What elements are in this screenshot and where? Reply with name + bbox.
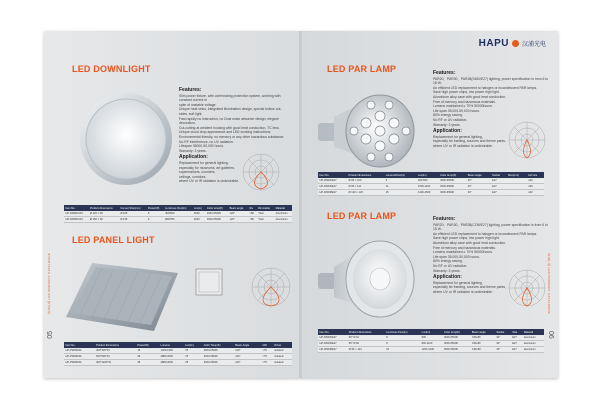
- table-cell: Triac: [257, 211, 274, 216]
- table-cell: 500: [420, 335, 442, 340]
- table-cell: E27: [491, 183, 507, 189]
- table-cell: CRI≥80: [470, 346, 494, 352]
- table-cell: ≥90: [527, 189, 544, 195]
- page-gutter: [299, 31, 302, 378]
- feature-item: Free of mercury and hazardous materials.: [433, 99, 496, 104]
- table-cell: aluminium: [522, 340, 544, 346]
- par1-polar-chart: [506, 119, 548, 161]
- panel-light-image: [62, 259, 182, 335]
- table-header: Dimmable: [257, 205, 274, 211]
- panel-spec-table: [64, 342, 292, 366]
- table-header: LM size: [527, 172, 544, 178]
- table-cell: Ø 120 × 36: [88, 211, 118, 216]
- table-cell: Aluminium: [274, 211, 292, 216]
- feature-item: Fast rapidly no instruction, no Dust noise absorber design, elegant decoration.: [179, 116, 279, 126]
- table-cell: 78: [184, 359, 203, 365]
- feature-item: Lumens maintained ≥ 70% 50000hours.: [433, 104, 493, 109]
- table-cell: Ø 150 × 36: [88, 216, 118, 222]
- table-cell: 3000-6500K: [202, 359, 233, 365]
- table-cell: E27: [511, 335, 523, 340]
- feature-item: No RF or UV radiation.: [433, 117, 468, 122]
- table-cell: 120°: [234, 359, 261, 365]
- table-header: Product dimensions: [347, 329, 384, 335]
- table-cell: 3000-6500K: [205, 216, 228, 222]
- application-item: especially for framing, sources and theme parks,: [433, 139, 506, 144]
- table-cell: aluminium: [522, 335, 544, 340]
- feature-item: 80% energy saving.: [433, 259, 463, 264]
- table-header: Product dimensions: [88, 205, 118, 211]
- table-cell: 16: [136, 348, 159, 353]
- table-cell: ≥90: [527, 183, 544, 189]
- par2-features-heading: Features:: [433, 216, 456, 222]
- logo-dot-icon: [512, 40, 519, 47]
- table-cell: HP-PW0903A: [64, 359, 95, 365]
- par-lamp-image-1: [314, 83, 418, 179]
- table-cell: >80: [248, 216, 257, 222]
- table-cell: HP-PAR20E27: [318, 178, 347, 183]
- table-cell: Ø 105: [119, 211, 147, 216]
- table-cell: ≥90: [527, 178, 544, 183]
- table-cell: HP-PAR38E27: [318, 346, 347, 352]
- table-cell: 30°: [466, 183, 490, 189]
- table-cell: 36: [136, 353, 159, 359]
- application-item: ceilings, corridors,: [179, 174, 207, 179]
- table-cell: 3000-6500K: [442, 346, 470, 352]
- table-cell: Ø 120 × 123: [347, 189, 384, 195]
- table-cell: 120°: [234, 348, 261, 353]
- par1-application-heading: Application:: [433, 128, 462, 135]
- table-cell: 30°: [466, 178, 490, 183]
- feature-item: Unique heat sinks, integrated illumination design, special hollow out-sides, soft light.: [179, 107, 282, 116]
- feature-item: Unique cloud drop appearance and LED working instructions.: [179, 130, 272, 135]
- panel-polar-chart: [249, 265, 293, 309]
- table-header: Luminous Flux(lm): [164, 205, 193, 211]
- table-cell: Ø 95 × 111: [347, 183, 384, 189]
- table-cell: 300*300*10: [95, 348, 136, 353]
- feature-item: Aluminium alloy case with good heat conduction.: [433, 240, 507, 245]
- downlight-image: [78, 89, 174, 187]
- table-cell: 3000-6500K: [439, 189, 467, 195]
- feature-item: PAR20、PAR30、PAR38(SMD/E27) lighting, power specification is from 6 to 18 W.: [433, 76, 549, 86]
- feature-item: Cut-cutting at ambient housing with good heat conduction, TC less.: [179, 125, 280, 130]
- table-cell: 78: [184, 353, 203, 359]
- feature-item: 80% energy saving.: [433, 113, 463, 118]
- table-cell: 3000-6500K: [202, 353, 233, 359]
- table-cell: 30°: [495, 340, 511, 346]
- table-header: Power(W): [136, 342, 159, 348]
- downlight-title: LED DOWNLIGHT: [72, 64, 151, 74]
- feature-item: Environmental friendly, no mercury or any other hazardous substance.: [179, 134, 285, 139]
- table-cell: 400/500: [164, 211, 193, 216]
- table-cell: Aluminium: [274, 216, 292, 222]
- feature-item: No RF or UV radiation.: [433, 263, 468, 268]
- table-cell: Ø 95 × 123: [347, 346, 384, 352]
- brand-logo: [479, 38, 546, 49]
- table-header: Luminous Flux(lm): [385, 329, 420, 335]
- table-cell: 15: [385, 346, 420, 352]
- table-cell: 78: [184, 348, 203, 353]
- table-cell: >75: [261, 359, 273, 365]
- par1-title: LED PAR LAMP: [327, 64, 397, 74]
- table-cell: HP-PAR38E27: [318, 189, 347, 195]
- table-header: Size(mm): [506, 172, 526, 178]
- table-cell: 3000: [192, 216, 205, 222]
- table-cell: >80: [248, 211, 257, 216]
- panel-dimension-drawing: [194, 267, 224, 297]
- table-cell: CRI≥80: [470, 335, 494, 340]
- table-cell: 3000-6500K: [442, 335, 470, 340]
- table-cell: HP-PAR30E27: [318, 183, 347, 189]
- table-header: Item No.: [64, 205, 88, 211]
- table-header: Cut-out Size(mm): [119, 205, 147, 211]
- table-cell: 3000: [192, 211, 205, 216]
- table-cell: 800-1100: [420, 340, 442, 346]
- table-cell: [506, 189, 526, 195]
- table-cell: HP-PAR30E27: [318, 340, 347, 346]
- left-side-caption: 企业产品 LED PRODUCT CATALOGUE: [47, 253, 51, 314]
- table-cell: 2880-3000: [159, 353, 184, 359]
- table-header: Material: [522, 329, 544, 335]
- table-header: Color temp(K): [439, 172, 467, 178]
- table-cell: 50° Ø 91: [347, 335, 384, 340]
- right-page-number: 06: [547, 331, 554, 339]
- table-cell: 11: [384, 183, 416, 189]
- feature-item: No RF interference, no UV radiation.: [179, 139, 234, 144]
- table-cell: 3000-6500K: [442, 340, 470, 346]
- application-item: especially for framing, sources and theme parks,: [433, 285, 506, 290]
- feature-item: Warranty: 3 years.: [433, 268, 461, 273]
- table-cell: isolated: [273, 359, 292, 365]
- table-cell: 30°: [466, 189, 490, 195]
- table-header: Beam angle: [228, 205, 248, 211]
- table-header: Product dimensions: [95, 342, 136, 348]
- feature-item: Warranty: 3 years.: [433, 122, 461, 127]
- table-header: Lux(lm): [416, 172, 438, 178]
- table-cell: HP-DN09D-RC: [64, 216, 88, 222]
- table-header: Item No.: [64, 342, 95, 348]
- left-page-number: 05: [47, 331, 54, 339]
- table-header: Lux(m): [192, 205, 205, 211]
- logo-wordmark: HAPU: [478, 38, 509, 49]
- table-cell: HP-PW0903A: [64, 348, 95, 353]
- table-header: Beam angle: [470, 329, 494, 335]
- feature-item: spite of unstable voltage.: [179, 102, 217, 107]
- table-cell: E27: [491, 178, 507, 183]
- par2-title: LED PAR LAMP: [327, 211, 397, 221]
- feature-item: Life span 35,000-50,000 hours.: [433, 108, 480, 113]
- par2-spec-table: [318, 329, 544, 353]
- table-cell: 55° Ø 96: [347, 340, 384, 346]
- application-item: where UV or IR radiation is undesirable.: [179, 179, 239, 184]
- table-cell: 8: [385, 340, 420, 346]
- catalog-spread: [44, 31, 558, 378]
- table-row: [318, 189, 544, 195]
- table-cell: 3000-6500K: [205, 211, 228, 216]
- table-header: Color temp(K): [205, 205, 228, 211]
- par-lamp-image-2: [314, 229, 418, 327]
- table-cell: 120°: [228, 216, 248, 222]
- table-cell: >75: [261, 348, 273, 353]
- feature-item: Aluminium alloy case with good heat conduction.: [433, 94, 507, 99]
- table-cell: 1200-1300: [420, 346, 442, 352]
- table-cell: Ø 135: [119, 216, 147, 222]
- table-header: Material: [274, 205, 292, 211]
- table-header: Product dimensions: [347, 172, 384, 178]
- feature-item: Free of mercury and hazardous materials.: [433, 245, 496, 250]
- table-row: [318, 346, 544, 352]
- table-cell: 1400-1500: [416, 189, 438, 195]
- par1-features-heading: Features:: [433, 70, 456, 76]
- table-header: Driver: [273, 342, 292, 348]
- table-cell: isolated: [273, 353, 292, 359]
- table-cell: E27: [511, 346, 523, 352]
- table-cell: 5: [384, 178, 416, 183]
- application-item: where UV or IR radiation is undesirable.: [433, 289, 493, 294]
- feature-item: Save high power chips, low power high light.: [433, 90, 500, 95]
- table-cell: 36: [136, 359, 159, 365]
- panel-title: LED PANEL LIGHT: [72, 235, 155, 245]
- feature-item: Lumens maintained ≥ 70% 50000hours.: [433, 250, 493, 255]
- table-header: Beam angle: [466, 172, 490, 178]
- feature-item: Warranty: 3 years.: [179, 148, 207, 153]
- par1-spec-table: [318, 172, 544, 196]
- table-row: [64, 359, 292, 365]
- table-header: Socket: [495, 329, 511, 335]
- table-cell: 30°: [495, 335, 511, 340]
- table-header: Power(W): [146, 205, 163, 211]
- table-header: Lux(lm): [184, 342, 203, 348]
- downlight-application-heading: Application:: [179, 154, 208, 161]
- table-cell: 300*1200*10: [95, 359, 136, 365]
- table-cell: 6: [146, 211, 163, 216]
- table-cell: 120°: [234, 353, 261, 359]
- table-header: Item No.: [318, 329, 347, 335]
- feature-item: Lifespan 35000-50,000 hours.: [179, 144, 225, 149]
- application-item: Replacement for general lighting,: [433, 280, 483, 285]
- table-cell: HP-PW0903A: [64, 353, 95, 359]
- table-cell: 3000-6500K: [439, 178, 467, 183]
- table-header: Lumens: [159, 342, 184, 348]
- table-cell: 680/780: [164, 216, 193, 222]
- table-cell: 3000-6500K: [202, 348, 233, 353]
- table-cell: 8: [385, 335, 420, 340]
- application-item: where UV or IR radiation is undesirable.: [433, 143, 493, 148]
- feature-item: An efficient LED replacement to halogen or incandescent PAR lamps.: [433, 85, 538, 90]
- downlight-features-heading: Features:: [179, 87, 202, 93]
- right-side-caption: 企业产品 LED PRODUCT CATALOGUE: [547, 253, 551, 314]
- table-cell: E27: [491, 189, 507, 195]
- par2-polar-chart: [506, 267, 548, 309]
- table-row: [64, 216, 292, 222]
- feature-item: An efficient LED replacement to halogen or incandescent PAR lamps.: [433, 231, 538, 236]
- table-cell: 15: [384, 189, 416, 195]
- table-cell: HP-PAR20E27: [318, 335, 347, 340]
- table-cell: 1000-1100: [416, 183, 438, 189]
- table-header: Item No.: [318, 172, 347, 178]
- feature-item: Slim power fixture, with overheating protection system, working with constant current in: [179, 93, 281, 103]
- table-header: CRI: [261, 342, 273, 348]
- par2-application-heading: Application:: [433, 274, 462, 281]
- downlight-spec-table: [64, 205, 292, 223]
- table-cell: CRI≥80: [470, 340, 494, 346]
- table-cell: 400-500: [416, 178, 438, 183]
- table-cell: 120°: [228, 211, 248, 216]
- table-cell: isolated: [273, 348, 292, 353]
- table-cell: >75: [261, 353, 273, 359]
- logo-chinese: 汉浦光电: [521, 42, 546, 48]
- table-cell: E27: [511, 340, 523, 346]
- table-cell: HP-DN06D-RC: [64, 211, 88, 216]
- table-header: Color Temp(K): [202, 342, 233, 348]
- table-header: Beam Angle: [234, 342, 261, 348]
- table-header: Color temp(K): [442, 329, 470, 335]
- table-header: Size: [511, 329, 523, 335]
- table-cell: 30°: [495, 346, 511, 352]
- downlight-polar-chart: [240, 151, 282, 191]
- application-item: supermarkets, counters,: [179, 170, 216, 175]
- table-cell: 600*600*10: [95, 353, 136, 359]
- feature-item: Save high power chips, low power high light.: [433, 236, 500, 241]
- table-header: Ra: [248, 205, 257, 211]
- table-cell: 3000-6500K: [439, 183, 467, 189]
- application-item: Replacement for general lighting,: [179, 160, 229, 165]
- table-cell: Triac: [257, 216, 274, 222]
- application-item: Replacement for general lighting,: [433, 134, 483, 139]
- table-cell: Ø 95 × 100: [347, 178, 384, 183]
- feature-item: PAR20、PAR30、PAR38(COB/E27) lighting, power specification is from 6 to 18 W.: [433, 222, 548, 232]
- table-header: Socket: [491, 172, 507, 178]
- table-cell: 2880-3000: [159, 359, 184, 365]
- table-cell: aluminium: [522, 346, 544, 352]
- table-header: Lumens/Flux(lm): [384, 172, 416, 178]
- table-cell: 1400-1500: [159, 348, 184, 353]
- table-cell: 9: [146, 216, 163, 222]
- application-item: especially for museums, art galleries,: [179, 165, 235, 170]
- table-header: Lux(lm): [420, 329, 442, 335]
- feature-item: Life span 35,000-50,000 hours.: [433, 254, 480, 259]
